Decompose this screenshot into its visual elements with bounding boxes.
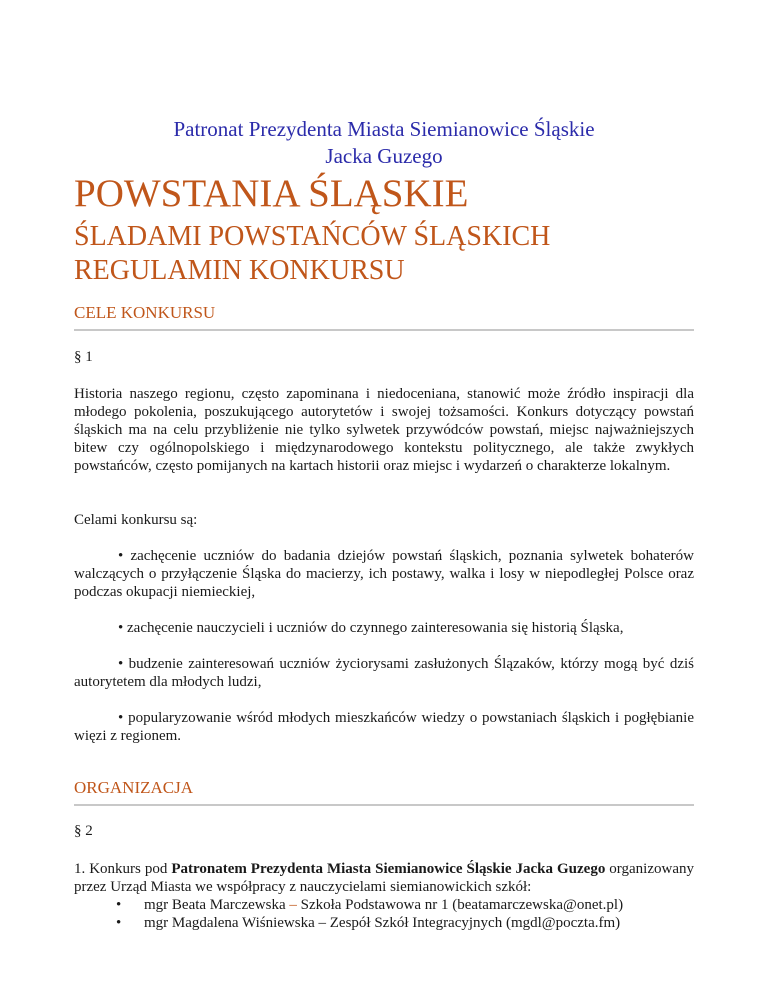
paragraph-mark-2: § 2 bbox=[74, 823, 93, 839]
paragraph-mark-1: § 1 bbox=[74, 349, 93, 365]
teacher-dash: – bbox=[318, 915, 326, 931]
patronage-block bbox=[74, 116, 694, 170]
bullet-icon: • bbox=[116, 915, 122, 931]
document-title: POWSTANIA ŚLĄSKIE bbox=[74, 172, 469, 215]
teacher-school: Zespół Szkół Integracyjnych (mgdl@poczta.fm) bbox=[326, 915, 621, 931]
section-heading-cele: CELE KONKURSU bbox=[74, 303, 216, 322]
org-text-bold: Patronatem Prezydenta Miasta Siemianowice Śląskie Jacka Guzego bbox=[171, 861, 606, 877]
organization-paragraph bbox=[74, 860, 694, 896]
intro-paragraph: Historia naszego regionu, często zapominana i niedoceniana, stanowić może źródło inspiracji dla młodego pokolenia, poszukującego autorytetów i swojej tożsamości. Konkurs dotyczący powstań śląskich ma na celu przybliżenie nie tylko sylwetek przywódców powstań, miejsc najważniejszych bitew czy ogólnopolskiego i międzynarodowego kontekstu politycznego, ale także zwykłych powstańców, często pomijanych na kartach historii oraz miejsc i wydarzeń o charakterze lokalnym. bbox=[74, 386, 694, 474]
subtitle-line-1: ŚLADAMI POWSTAŃCÓW ŚLĄSKICH bbox=[74, 221, 551, 252]
document-subtitle bbox=[74, 220, 550, 288]
patronage-line-1: Patronat Prezydenta Miasta Siemianowice Śląskie bbox=[173, 117, 595, 141]
teacher-item bbox=[74, 896, 694, 914]
section-divider-organizacja bbox=[74, 804, 694, 806]
subtitle-line-2: REGULAMIN KONKURSU bbox=[74, 255, 405, 286]
org-text-end: organizowany przez Urząd Miasta we współpracy z nauczycielami siemianowickich szkół: bbox=[74, 861, 694, 895]
section-heading-organizacja: ORGANIZACJA bbox=[74, 778, 193, 797]
teacher-name: mgr Beata Marczewska bbox=[144, 897, 290, 913]
section-divider-cele bbox=[74, 329, 694, 331]
goal-item: • zachęcenie nauczycieli i uczniów do czynnego zainteresowania się historią Śląska, bbox=[118, 620, 624, 636]
teacher-item bbox=[74, 914, 694, 932]
goal-item: • zachęcenie uczniów do badania dziejów powstań śląskich, poznania sylwetek bohaterów walczących o przyłączenie Śląska do macierzy, ich postawy, walka i losy w niepodległej Polsce oraz podczas okupacji niemieckiej, bbox=[74, 548, 694, 600]
teacher-name: mgr Magdalena Wiśniewska bbox=[144, 915, 319, 931]
patronage-line-2: Jacka Guzego bbox=[325, 144, 443, 168]
goal-item: • popularyzowanie wśród młodych mieszkańców wiedzy o powstaniach śląskich i pogłębianie więzi z regionem. bbox=[74, 710, 694, 744]
goal-item: • budzenie zainteresowań uczniów życiorysami zasłużonych Ślązaków, którzy mogą być dziś autorytetem dla młodych ludzi, bbox=[74, 656, 694, 690]
teacher-dash: – bbox=[289, 897, 297, 913]
bullet-icon: • bbox=[116, 897, 122, 913]
teachers-list bbox=[74, 896, 694, 932]
goals-label: Celami konkursu są: bbox=[74, 512, 198, 528]
teacher-school: Szkoła Podstawowa nr 1 (beatamarczewska@onet.pl) bbox=[296, 897, 624, 913]
org-text-start: 1. Konkurs pod bbox=[74, 861, 172, 877]
